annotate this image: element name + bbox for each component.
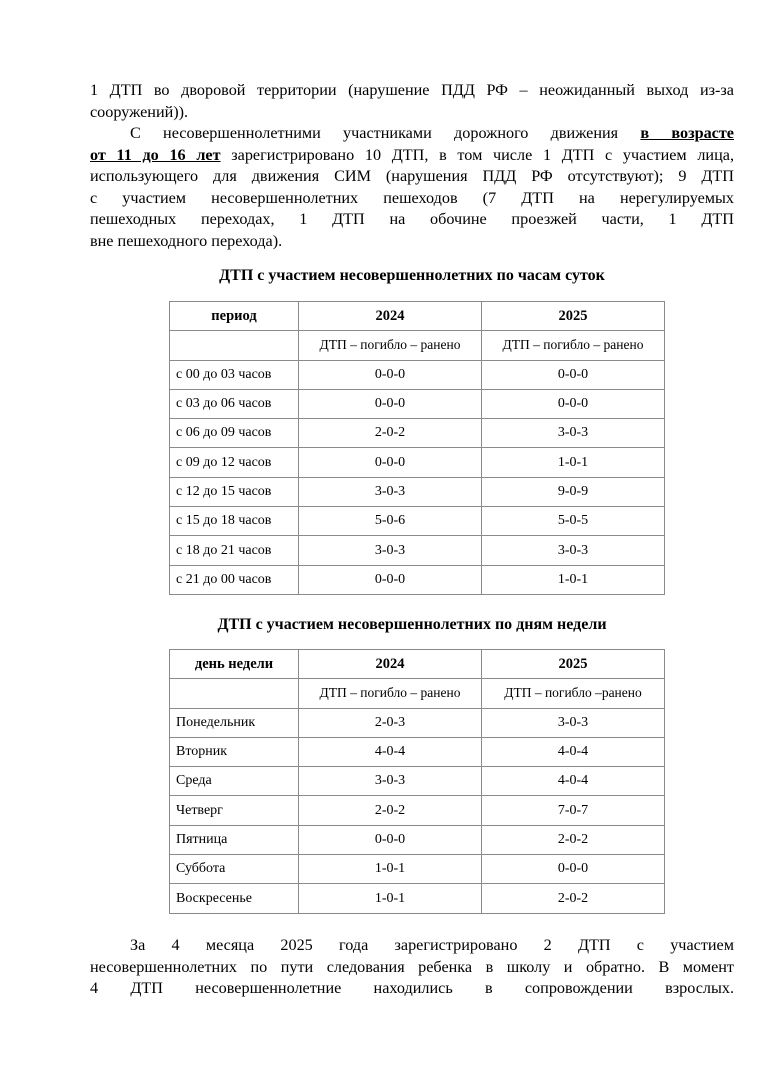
value-2025-cell: 3-0-3 — [482, 419, 665, 448]
text-segment: зарегистрировано 10 ДТП, в том числе 1 ДТП с участием лица, — [220, 145, 734, 164]
paragraph-line: с участием несовершеннолетних пешеходов (7 ДТП на нерегулируемых — [90, 188, 734, 207]
weekday-cell: Понедельник — [170, 708, 299, 737]
value-2025-cell: 7-0-7 — [482, 796, 665, 825]
value-2025-cell: 2-0-2 — [482, 884, 665, 913]
value-2025-cell: 4-0-4 — [482, 737, 665, 766]
paragraph-line: 4 ДТП несовершеннолетние находились в сопровождении взрослых. — [90, 979, 734, 997]
value-2024-cell: 1-0-1 — [299, 855, 482, 884]
value-2024-cell: 2-0-2 — [299, 419, 482, 448]
table-row — [170, 565, 665, 594]
weekday-cell: Среда — [170, 767, 299, 796]
table-subheader-row — [170, 331, 665, 360]
bold-underlined-phrase: от 11 до 16 лет — [90, 145, 221, 164]
value-2024-cell: 5-0-6 — [299, 507, 482, 536]
paragraph-line: использующего для движения СИМ (нарушения ПДД РФ отсутствуют); 9 ДТП — [90, 167, 734, 185]
period-cell: с 09 до 12 часов — [170, 448, 299, 477]
paragraph-yard-incident — [90, 80, 734, 123]
value-2024-cell: 1-0-1 — [299, 884, 482, 913]
weekday-cell: Воскресенье — [170, 884, 299, 913]
value-2024-cell: 0-0-0 — [299, 389, 482, 418]
value-2025-cell: 2-0-2 — [482, 825, 665, 854]
header-cell: 2025 — [482, 650, 665, 679]
table-header-row — [170, 650, 665, 679]
value-2025-cell: 3-0-3 — [482, 536, 665, 565]
paragraph-line: 1 ДТП во дворовой территории (нарушение ПДД РФ – неожиданный выход из-за — [90, 81, 734, 99]
table-row — [170, 360, 665, 389]
paragraph-school-route — [90, 935, 734, 1000]
value-2024-cell: 0-0-0 — [299, 360, 482, 389]
subheader-cell: ДТП – погибло – ранено — [299, 331, 482, 360]
table-row — [170, 796, 665, 825]
value-2025-cell: 1-0-1 — [482, 565, 665, 594]
table-row — [170, 884, 665, 913]
value-2025-cell: 0-0-0 — [482, 855, 665, 884]
value-2024-cell: 3-0-3 — [299, 767, 482, 796]
period-cell: с 15 до 18 часов — [170, 507, 299, 536]
value-2024-cell: 2-0-2 — [299, 796, 482, 825]
bold-underlined-phrase: в возрасте — [640, 124, 734, 142]
table-row — [170, 855, 665, 884]
table-hours-caption: ДТП с участием несовершеннолетних по часам суток — [219, 267, 605, 284]
table-days — [169, 649, 665, 914]
subheader-cell: ДТП – погибло –ранено — [482, 679, 665, 708]
header-cell: период — [170, 302, 299, 331]
value-2025-cell: 0-0-0 — [482, 360, 665, 389]
table-row — [170, 708, 665, 737]
header-cell: 2024 — [299, 302, 482, 331]
value-2024-cell: 0-0-0 — [299, 825, 482, 854]
table-row — [170, 825, 665, 854]
value-2024-cell: 2-0-3 — [299, 708, 482, 737]
subheader-cell — [170, 679, 299, 708]
paragraph-minors-11-16 — [90, 123, 734, 252]
header-cell: 2025 — [482, 302, 665, 331]
value-2025-cell: 9-0-9 — [482, 477, 665, 506]
table-row — [170, 536, 665, 565]
weekday-cell: Пятница — [170, 825, 299, 854]
weekday-cell: Вторник — [170, 737, 299, 766]
table-subheader-row — [170, 679, 665, 708]
value-2024-cell: 3-0-3 — [299, 477, 482, 506]
period-cell: с 06 до 09 часов — [170, 419, 299, 448]
period-cell: с 18 до 21 часов — [170, 536, 299, 565]
paragraph-line — [90, 145, 734, 167]
period-cell: с 21 до 00 часов — [170, 565, 299, 594]
table-hours — [169, 301, 665, 595]
table-row — [170, 507, 665, 536]
value-2024-cell: 3-0-3 — [299, 536, 482, 565]
value-2025-cell: 5-0-5 — [482, 507, 665, 536]
paragraph-line: несовершеннолетних по пути следования ребенка в школу и обратно. В момент — [90, 957, 734, 976]
value-2025-cell: 3-0-3 — [482, 708, 665, 737]
period-cell: с 03 до 06 часов — [170, 389, 299, 418]
value-2024-cell: 0-0-0 — [299, 448, 482, 477]
table-row — [170, 389, 665, 418]
weekday-cell: Суббота — [170, 855, 299, 884]
table-row — [170, 477, 665, 506]
paragraph-line: вне пешеходного перехода). — [90, 231, 283, 250]
header-cell: 2024 — [299, 650, 482, 679]
subheader-cell: ДТП – погибло – ранено — [299, 679, 482, 708]
header-cell: день недели — [170, 650, 299, 679]
subheader-cell — [170, 331, 299, 360]
period-cell: с 00 до 03 часов — [170, 360, 299, 389]
table-header-row — [170, 302, 665, 331]
table-row — [170, 448, 665, 477]
value-2024-cell: 0-0-0 — [299, 565, 482, 594]
weekday-cell: Четверг — [170, 796, 299, 825]
table-row — [170, 737, 665, 766]
text-segment: С несовершеннолетними участниками дорожного движения — [130, 124, 641, 142]
paragraph-line: пешеходных переходах, 1 ДТП на обочине проезжей части, 1 ДТП — [90, 210, 734, 228]
paragraph-line: За 4 месяца 2025 года зарегистрировано 2 ДТП с участием — [130, 936, 734, 954]
period-cell: с 12 до 15 часов — [170, 477, 299, 506]
value-2025-cell: 4-0-4 — [482, 767, 665, 796]
value-2025-cell: 1-0-1 — [482, 448, 665, 477]
paragraph-line: сооружений)). — [90, 102, 189, 121]
paragraph-line — [90, 123, 734, 145]
subheader-cell: ДТП – погибло – ранено — [482, 331, 665, 360]
value-2024-cell: 4-0-4 — [299, 737, 482, 766]
table-days-caption: ДТП с участием несовершеннолетних по дням недели — [217, 616, 607, 633]
table-row — [170, 419, 665, 448]
table-row — [170, 767, 665, 796]
value-2025-cell: 0-0-0 — [482, 389, 665, 418]
